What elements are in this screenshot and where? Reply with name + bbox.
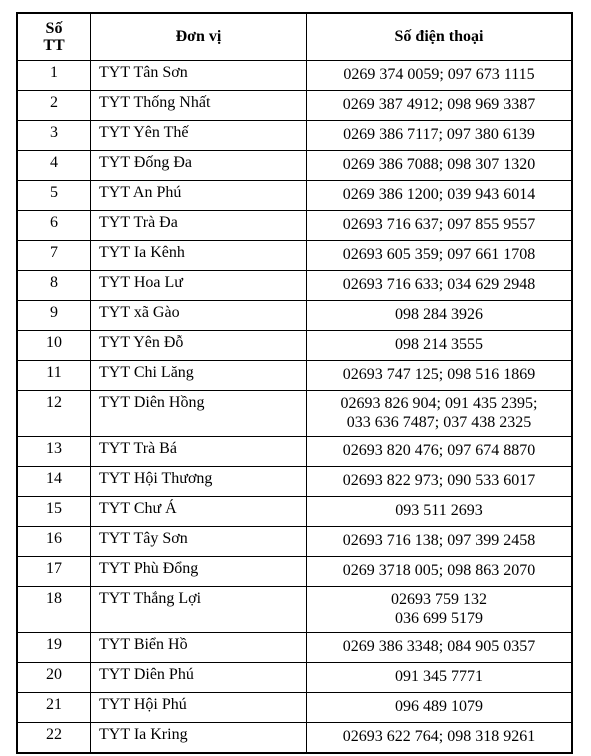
table-row <box>18 466 571 496</box>
header-phone: Số điện thoại <box>394 28 484 45</box>
table-row <box>18 722 571 752</box>
row-stt: 13 <box>18 437 91 466</box>
table-row <box>18 330 571 360</box>
row-unit: TYT Ia Kring <box>91 723 307 752</box>
row-unit: TYT Diên Phú <box>91 663 307 692</box>
row-stt: 18 <box>18 587 91 632</box>
header-unit: Đơn vị <box>91 14 307 60</box>
row-unit: TYT Thắng Lợi <box>91 587 307 632</box>
table-row <box>18 632 571 662</box>
row-phone: 098 284 3926 <box>395 306 483 323</box>
table-row <box>18 210 571 240</box>
row-phone: 02693 747 125; 098 516 1869 <box>342 366 536 383</box>
table-row <box>18 526 571 556</box>
table-row <box>18 662 571 692</box>
row-unit: TYT Đống Đa <box>91 151 307 180</box>
row-stt: 7 <box>18 241 91 270</box>
row-phone: 02693 622 764; 098 318 9261 <box>342 728 536 745</box>
row-stt: 10 <box>18 331 91 360</box>
table-row <box>18 586 571 632</box>
phone-directory-table <box>16 12 573 754</box>
row-unit: TYT Hoa Lư <box>91 271 307 300</box>
row-stt: 20 <box>18 663 91 692</box>
table-row <box>18 90 571 120</box>
table-row <box>18 496 571 526</box>
row-stt: 12 <box>18 391 91 436</box>
row-stt: 19 <box>18 633 91 662</box>
row-unit: TYT Hội Thương <box>91 467 307 496</box>
table-body <box>18 60 571 752</box>
row-phone: 098 214 3555 <box>395 336 483 353</box>
row-stt: 17 <box>18 557 91 586</box>
row-phone: 02693 716 633; 034 629 2948 <box>342 276 536 293</box>
row-stt: 2 <box>18 91 91 120</box>
row-stt: 15 <box>18 497 91 526</box>
header-stt-line1: Số <box>45 20 63 37</box>
row-stt: 16 <box>18 527 91 556</box>
row-phone: 0269 386 3348; 084 905 0357 <box>342 638 536 655</box>
row-phone: 091 345 7771 <box>395 668 483 685</box>
row-phone: 0269 3718 005; 098 863 2070 <box>342 562 536 579</box>
row-phone: 093 511 2693 <box>395 502 483 519</box>
row-unit: TYT Yên Đỗ <box>91 331 307 360</box>
table-row <box>18 436 571 466</box>
row-phone: 02693 605 359; 097 661 1708 <box>342 246 536 263</box>
table-row <box>18 180 571 210</box>
row-stt: 8 <box>18 271 91 300</box>
row-phone: 02693 822 973; 090 533 6017 <box>342 472 536 489</box>
row-unit: TYT Trà Đa <box>91 211 307 240</box>
row-phone: 0269 374 0059; 097 673 1115 <box>343 66 535 83</box>
row-stt: 6 <box>18 211 91 240</box>
table-row <box>18 300 571 330</box>
table-row <box>18 150 571 180</box>
row-unit: TYT Ia Kênh <box>91 241 307 270</box>
table-row <box>18 692 571 722</box>
row-stt: 9 <box>18 301 91 330</box>
row-unit: TYT Chư Á <box>91 497 307 526</box>
table-row <box>18 120 571 150</box>
table-row <box>18 60 571 90</box>
table-row <box>18 270 571 300</box>
row-stt: 21 <box>18 693 91 722</box>
row-stt: 22 <box>18 723 91 752</box>
row-phone: 02693 826 904; 091 435 2395; 033 636 7487; 037 438 2325 <box>340 395 538 431</box>
row-stt: 5 <box>18 181 91 210</box>
row-stt: 14 <box>18 467 91 496</box>
table-header-row <box>18 14 571 60</box>
table-row <box>18 390 571 436</box>
row-phone: 0269 386 1200; 039 943 6014 <box>342 186 536 203</box>
row-stt: 3 <box>18 121 91 150</box>
row-unit: TYT Thống Nhất <box>91 91 307 120</box>
row-unit: TYT Phù Đổng <box>91 557 307 586</box>
row-unit: TYT An Phú <box>91 181 307 210</box>
row-phone: 02693 820 476; 097 674 8870 <box>342 442 536 459</box>
row-phone: 0269 386 7117; 097 380 6139 <box>343 126 535 143</box>
row-phone: 02693 716 138; 097 399 2458 <box>342 532 536 549</box>
table-row <box>18 556 571 586</box>
row-unit: TYT Chi Lăng <box>91 361 307 390</box>
row-phone: 02693 759 132 036 699 5179 <box>391 591 487 627</box>
row-stt: 11 <box>18 361 91 390</box>
row-phone: 096 489 1079 <box>395 698 483 715</box>
row-unit: TYT Yên Thế <box>91 121 307 150</box>
row-unit: TYT Tây Sơn <box>91 527 307 556</box>
row-unit: TYT Diên Hồng <box>91 391 307 436</box>
row-unit: TYT Biển Hồ <box>91 633 307 662</box>
row-stt: 1 <box>18 61 91 90</box>
row-unit: TYT xã Gào <box>91 301 307 330</box>
row-phone: 0269 386 7088; 098 307 1320 <box>342 156 536 173</box>
row-unit: TYT Trà Bá <box>91 437 307 466</box>
row-phone: 0269 387 4912; 098 969 3387 <box>342 96 536 113</box>
row-unit: TYT Hội Phú <box>91 693 307 722</box>
header-stt <box>18 14 91 60</box>
table-row <box>18 360 571 390</box>
row-stt: 4 <box>18 151 91 180</box>
table-row <box>18 240 571 270</box>
header-stt-line2: TT <box>43 37 65 54</box>
row-unit: TYT Tân Sơn <box>91 61 307 90</box>
row-phone: 02693 716 637; 097 855 9557 <box>342 216 536 233</box>
